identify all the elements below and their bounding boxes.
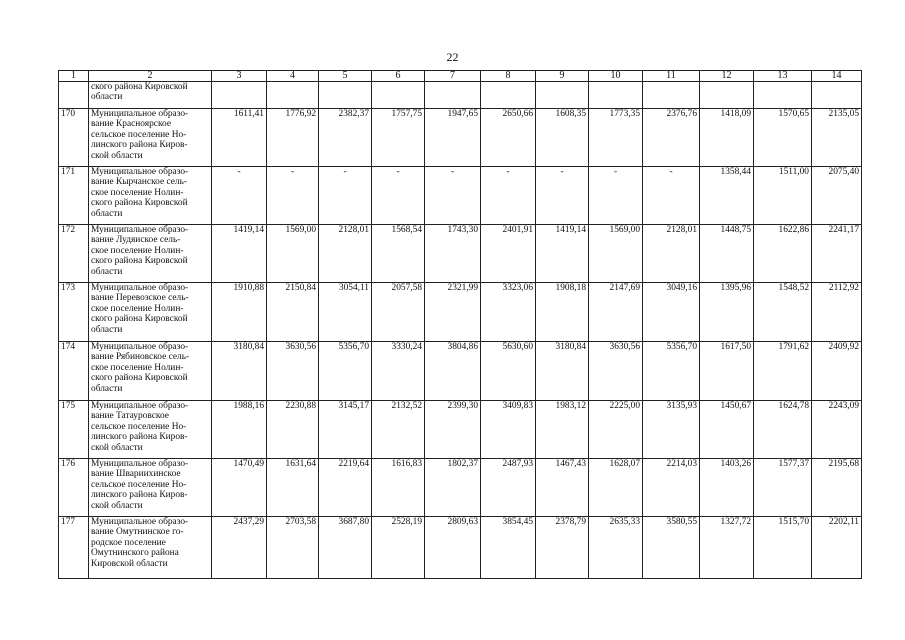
value-cell: 2195,68 [812, 459, 862, 517]
value-cell: 2241,17 [812, 225, 862, 283]
value-cell: 1988,16 [212, 401, 267, 459]
value-cell: 5356,70 [319, 342, 372, 401]
column-header: 12 [700, 71, 754, 82]
value-cell: 1515,70 [754, 517, 812, 579]
value-cell: - [319, 167, 372, 225]
name-line: ского района Кировской [91, 198, 188, 209]
value-cell: 1470,49 [212, 459, 267, 517]
name-line: Кировской области [91, 558, 168, 569]
value-cell: 2214,03 [643, 459, 700, 517]
value-cell: 2135,05 [812, 109, 862, 167]
value-cell: 1548,52 [754, 283, 812, 342]
name-line: ской области [91, 442, 143, 453]
value-cell: 5630,60 [481, 342, 536, 401]
name-line: вание Рябиновское сель- [91, 352, 190, 363]
value-cell: 3049,16 [643, 283, 700, 342]
row-index: 170 [59, 109, 89, 167]
column-header: 8 [481, 71, 536, 82]
column-header: 2 [89, 71, 212, 82]
name-line: ского района Кировской [91, 314, 188, 325]
value-cell: 2399,30 [425, 401, 481, 459]
table-row [59, 225, 862, 283]
value-cell: - [481, 167, 536, 225]
value-cell: 3854,45 [481, 517, 536, 579]
value-cell: 1631,64 [267, 459, 319, 517]
name-line: Муниципальное образо- [91, 109, 189, 119]
value-cell: 1450,67 [700, 401, 754, 459]
name-line: Муниципальное образо- [91, 342, 189, 352]
name-line: области [91, 266, 123, 277]
name-line: ское поселение Нолин- [91, 187, 184, 198]
value-cell: 2075,40 [812, 167, 862, 225]
value-cell: 2202,11 [812, 517, 862, 579]
value-cell: - [372, 167, 425, 225]
value-cell: 1611,41 [212, 109, 267, 167]
value-cell: 3330,24 [372, 342, 425, 401]
name-line: сельское поселение Но- [91, 421, 187, 432]
column-header: 3 [212, 71, 267, 82]
value-cell: 1624,78 [754, 401, 812, 459]
value-cell: 2650,66 [481, 109, 536, 167]
value-cell: - [267, 167, 319, 225]
name-line: ской области [91, 150, 143, 161]
column-header: 13 [754, 71, 812, 82]
value-cell: 1418,09 [700, 109, 754, 167]
municipality-name [89, 225, 212, 283]
value-cell: 2321,99 [425, 283, 481, 342]
value-cell: 2703,58 [267, 517, 319, 579]
value-cell: 2528,19 [372, 517, 425, 579]
value-cell: 1773,35 [589, 109, 643, 167]
name-line: Муниципальное образо- [91, 225, 189, 235]
name-line: Муниципальное образо- [91, 517, 189, 527]
value-cell: 2378,79 [536, 517, 589, 579]
value-cell: 1628,07 [589, 459, 643, 517]
municipality-name [89, 109, 212, 167]
name-line: родское поселение [91, 537, 166, 548]
name-line: Муниципальное образо- [91, 459, 189, 469]
value-cell: 1743,30 [425, 225, 481, 283]
name-line: области [91, 92, 123, 103]
name-line: вание Омутнинское го- [91, 527, 184, 538]
row-index: 172 [59, 225, 89, 283]
value-cell: 3180,84 [536, 342, 589, 401]
value-cell: - [589, 167, 643, 225]
value-cell: 1467,43 [536, 459, 589, 517]
value-cell: 1568,54 [372, 225, 425, 283]
name-line: линского района Киров- [91, 140, 188, 151]
value-cell: 1403,26 [700, 459, 754, 517]
column-header: 6 [372, 71, 425, 82]
row-index: 176 [59, 459, 89, 517]
value-cell: 2057,58 [372, 283, 425, 342]
value-cell: 2401,91 [481, 225, 536, 283]
column-header: 7 [425, 71, 481, 82]
value-cell: 3180,84 [212, 342, 267, 401]
row-index: 174 [59, 342, 89, 401]
municipality-name [89, 401, 212, 459]
row-index: 175 [59, 401, 89, 459]
table-row [59, 167, 862, 225]
value-cell: 2635,33 [589, 517, 643, 579]
name-line: линского района Киров- [91, 432, 188, 443]
name-line: ское поселение Нолин- [91, 362, 184, 373]
municipality-name [89, 459, 212, 517]
name-line: области [91, 383, 123, 394]
row-index: 173 [59, 283, 89, 342]
value-cell: 3323,06 [481, 283, 536, 342]
value-cell: 2128,01 [643, 225, 700, 283]
value-cell: 1617,50 [700, 342, 754, 401]
name-line: Муниципальное образо- [91, 167, 189, 177]
value-cell: 3630,56 [267, 342, 319, 401]
value-cell: 3687,80 [319, 517, 372, 579]
page-number: 22 [446, 50, 459, 64]
value-cell: 1511,00 [754, 167, 812, 225]
name-line: линского района Киров- [91, 490, 188, 501]
value-cell: 5356,70 [643, 342, 700, 401]
name-line: сельское поселение Но- [91, 129, 187, 140]
value-cell: 1791,62 [754, 342, 812, 401]
value-cell: 2409,92 [812, 342, 862, 401]
value-cell: 2376,76 [643, 109, 700, 167]
name-line: ское поселение Нолин- [91, 303, 184, 314]
value-cell: 2147,69 [589, 283, 643, 342]
column-header: 9 [536, 71, 589, 82]
table-row [59, 459, 862, 517]
value-cell: 2112,92 [812, 283, 862, 342]
table-row [59, 517, 862, 579]
table-row [59, 342, 862, 401]
value-cell: 3804,86 [425, 342, 481, 401]
value-cell: 3630,56 [589, 342, 643, 401]
row-index: 177 [59, 517, 89, 579]
value-cell: 1327,72 [700, 517, 754, 579]
name-line: вание Татауровское [91, 411, 169, 422]
row-index: 171 [59, 167, 89, 225]
name-line: вание Красноярское [91, 119, 171, 130]
name-line: вание Кырчанское сель- [91, 177, 187, 188]
value-cell: - [643, 167, 700, 225]
value-cell: 1569,00 [267, 225, 319, 283]
header-row [59, 71, 862, 82]
value-cell: 1622,86 [754, 225, 812, 283]
name-line: вание Лудяиское сель- [91, 235, 181, 246]
name-line: ской области [91, 500, 143, 511]
column-header: 1 [59, 71, 89, 82]
column-header: 4 [267, 71, 319, 82]
name-line: ского района Кировской [91, 373, 188, 384]
name-line: вание Перевозское сель- [91, 293, 189, 304]
value-cell: 3054,11 [319, 283, 372, 342]
name-line: вание Швариихинское [91, 469, 181, 480]
name-line: Омутнинского района [91, 548, 179, 559]
value-cell: 2437,29 [212, 517, 267, 579]
table-row [59, 401, 862, 459]
municipality-name [89, 517, 212, 579]
value-cell: 1616,83 [372, 459, 425, 517]
column-header: 10 [589, 71, 643, 82]
name-line: ское поселение Нолин- [91, 245, 184, 256]
value-cell: 2128,01 [319, 225, 372, 283]
value-cell: 2150,84 [267, 283, 319, 342]
value-cell: 1395,96 [700, 283, 754, 342]
value-cell: 1608,35 [536, 109, 589, 167]
value-cell: 2243,09 [812, 401, 862, 459]
name-line: Муниципальное образо- [91, 283, 189, 293]
value-cell: 1419,14 [212, 225, 267, 283]
value-cell: 1947,65 [425, 109, 481, 167]
value-cell: 1569,00 [589, 225, 643, 283]
value-cell: 1419,14 [536, 225, 589, 283]
value-cell: 1358,44 [700, 167, 754, 225]
value-cell: 2132,52 [372, 401, 425, 459]
value-cell: 1802,37 [425, 459, 481, 517]
continuation-name [89, 82, 212, 109]
value-cell: 1757,75 [372, 109, 425, 167]
name-line: ского района Кировской [91, 82, 188, 92]
column-header: 5 [319, 71, 372, 82]
tariff-table [58, 70, 862, 579]
value-cell: 1448,75 [700, 225, 754, 283]
name-line: области [91, 208, 123, 219]
municipality-name [89, 167, 212, 225]
value-cell: 2219,64 [319, 459, 372, 517]
value-cell: 1570,65 [754, 109, 812, 167]
name-line: Муниципальное образо- [91, 401, 189, 411]
value-cell: - [425, 167, 481, 225]
value-cell: 3135,93 [643, 401, 700, 459]
value-cell: 2809,63 [425, 517, 481, 579]
value-cell: 1577,37 [754, 459, 812, 517]
value-cell: 1910,88 [212, 283, 267, 342]
value-cell: 1983,12 [536, 401, 589, 459]
value-cell: 1908,18 [536, 283, 589, 342]
table-row [59, 283, 862, 342]
column-header: 14 [812, 71, 862, 82]
value-cell: 2487,93 [481, 459, 536, 517]
value-cell: 3145,17 [319, 401, 372, 459]
value-cell: 3409,83 [481, 401, 536, 459]
name-line: сельское поселение Но- [91, 479, 187, 490]
value-cell: 2225,00 [589, 401, 643, 459]
table-row [59, 109, 862, 167]
continuation-row [59, 82, 862, 109]
row-index-cell [59, 82, 89, 109]
value-cell: - [212, 167, 267, 225]
municipality-name [89, 342, 212, 401]
value-cell: 3580,55 [643, 517, 700, 579]
value-cell: 2382,37 [319, 109, 372, 167]
name-line: ского района Кировской [91, 256, 188, 267]
column-header: 11 [643, 71, 700, 82]
value-cell: 2230,88 [267, 401, 319, 459]
municipality-name [89, 283, 212, 342]
name-line: области [91, 324, 123, 335]
value-cell: - [536, 167, 589, 225]
value-cell: 1776,92 [267, 109, 319, 167]
